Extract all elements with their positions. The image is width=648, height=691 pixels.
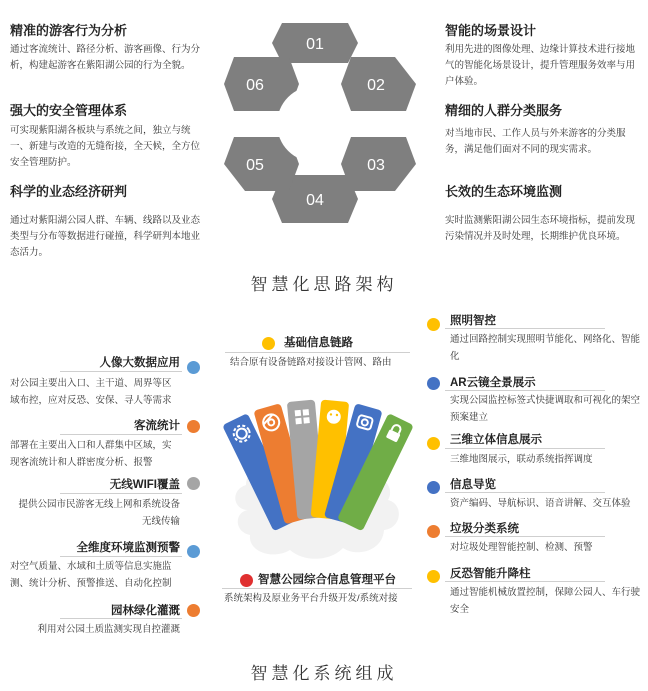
system-desc: 通过回路控制实现照明节能化、网络化、智能化 (450, 334, 641, 362)
bullet-dot (427, 525, 440, 538)
system-desc: 三维地图展示，联动系统指挥调度 (450, 454, 593, 465)
bullet-dot (427, 570, 440, 583)
feature-title: 精细的人群分类服务 (445, 103, 563, 118)
system-title: 客流统计 (134, 420, 180, 432)
system-desc: 资产编码、导航标识、语音讲解、交互体验 (450, 498, 631, 509)
system-desc: 对空气质量、水域和土质等信息实施监测、统计分析、预警推送、自动化控制 (10, 561, 172, 589)
feature-desc: 通过客流统计、路径分析、游客画像、行为分析，构建起游客在紫阳湖公园的行为全貌。 (10, 44, 201, 71)
hexagon-label: 04 (306, 192, 324, 209)
hexagon-label: 05 (246, 157, 264, 174)
bullet-dot (187, 361, 200, 374)
system-title: 反恐智能升降柱 (450, 568, 531, 580)
hexagon-label: 06 (246, 77, 264, 94)
bullet-dot (427, 377, 440, 390)
bullet-dot (427, 481, 440, 494)
hexagon-label: 01 (306, 36, 324, 53)
bottom-caption: 智慧化系统组成 (250, 664, 398, 684)
system-title: 三维立体信息展示 (450, 434, 542, 446)
system-title: 智慧公园综合信息管理平台 (258, 574, 396, 586)
bullet-dot (262, 337, 275, 350)
system-desc: 对公园主要出入口、主干道、周界等区域布控，应对反恐、安保、寻人等需求 (10, 378, 172, 406)
feature-desc: 对当地市民、工作人员与外来游客的分类服务，满足他们面对不同的现实需求。 (445, 128, 626, 155)
bullet-dot (240, 574, 253, 587)
bullet-dot (427, 318, 440, 331)
feature-desc: 利用先进的图像处理、边缘计算技术进行接地气的智能化场景设计，提升管理服务效率与用户体验。 (445, 44, 636, 87)
hexagon-label: 03 (367, 157, 385, 174)
feature-desc: 通过对紫阳湖公园人群、车辆、线路以及业态类型与分布等数据进行碰撞，科学研判本地业态活力。 (10, 215, 201, 258)
system-title: 照明智控 (450, 315, 496, 327)
center-circle (277, 86, 353, 162)
feature-title: 精准的游客行为分析 (10, 23, 128, 38)
system-title: AR云镜全景展示 (450, 377, 536, 389)
system-desc: 对垃圾处理智能控制、检测、预警 (450, 542, 593, 553)
hexagon-flower-diagram (205, 15, 435, 240)
feature-title: 长效的生态环境监测 (445, 184, 563, 199)
system-desc: 利用对公园土质监测实现自控灌溉 (37, 624, 180, 635)
system-title: 全维度环境监测预警 (76, 542, 180, 554)
system-desc: 结合原有设备链路对接设计管网、路由 (230, 357, 392, 368)
bullet-dot (187, 604, 200, 617)
feature-title: 强大的安全管理体系 (10, 103, 128, 118)
system-desc: 系统架构及原业务平台升级开发/系统对接 (224, 593, 398, 604)
bullet-dot (427, 437, 440, 450)
system-desc: 通过智能机械放置控制，保障公园人、车行驶安全 (450, 587, 641, 615)
feature-desc: 可实现紫阳湖各板块与系统之间，独立与统一、新建与改造的无缝衔接，全天候，全方位安全管理防护。 (10, 125, 201, 168)
feature-desc: 实时监测紫阳湖公园生态环境指标，提前发现污染情况并及时处理，长期维护优良环境。 (445, 215, 636, 242)
feature-title: 科学的业态经济研判 (10, 184, 128, 199)
top-caption: 智慧化思路架构 (250, 275, 398, 295)
system-desc: 实现公园监控标签式快捷调取和可视化的架空预案建立 (450, 395, 641, 423)
system-desc: 提供公园市民游客无线上网和系统设备无线传输 (18, 499, 180, 527)
bullet-dot (187, 545, 200, 558)
bullet-dot (187, 420, 200, 433)
platform-fan-illustration (218, 390, 418, 575)
system-title: 人像大数据应用 (99, 357, 180, 369)
hexagon-label: 02 (367, 77, 385, 94)
system-title: 园林绿化灌溉 (111, 605, 180, 617)
feature-title: 智能的场景设计 (445, 23, 537, 38)
bullet-dot (187, 477, 200, 490)
system-title: 垃圾分类系统 (450, 523, 519, 535)
system-desc: 部署在主要出入口和人群集中区域，实现客流统计和人群密度分析、报警 (10, 440, 172, 468)
system-title: 基础信息链路 (284, 337, 353, 349)
system-title: 信息导览 (450, 479, 496, 491)
system-title: 无线WIFI覆盖 (109, 479, 180, 491)
